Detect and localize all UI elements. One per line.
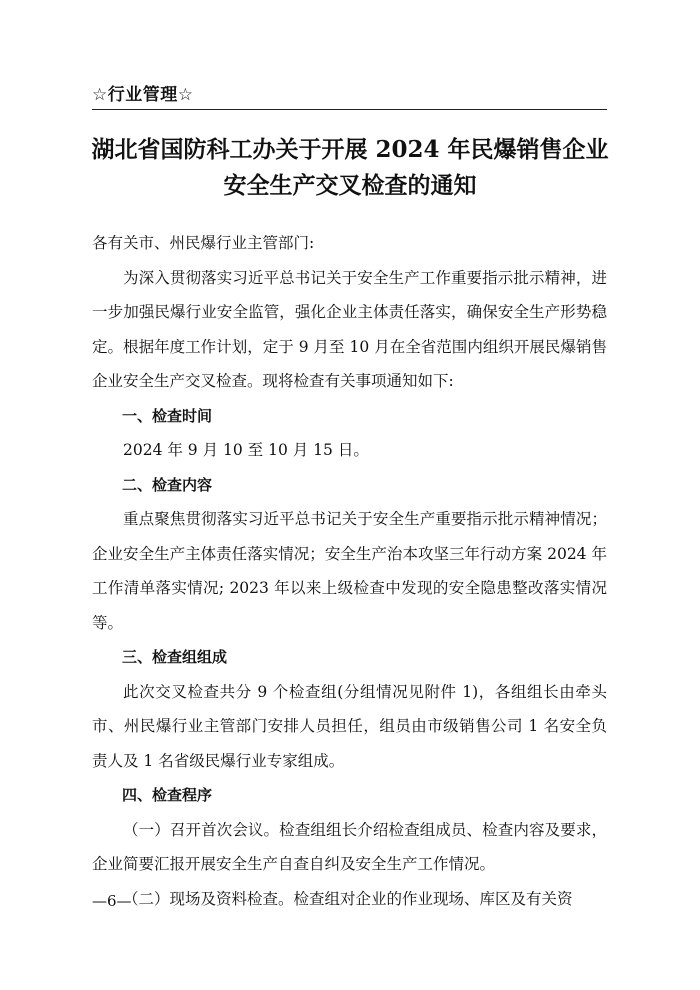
document-title-line-2: 安全生产交叉检查的通知 <box>223 172 477 199</box>
salutation: 各有关市、州民爆行业主管部门: <box>92 234 315 252</box>
section-text-content: 重点聚焦贯彻落实习近平总书记关于安全生产重要指示批示精神情况；企业安全生产主体责任落实情况；安全生产治本攻坚三年行动方案 2024 年工作清单落实情况; 2023 年以来上级检查中发现的安全隐患整改落实情况等。 <box>92 510 607 632</box>
procedure-item-1: （一）召开首次会议。检查组组长介绍检查组成员、检查内容及要求，企业简要汇报开展安全生产自查自纠及安全生产工作情况。 <box>92 820 607 873</box>
section-text-team: 此次交叉检查共分 9 个检查组(分组情况见附件 1)，各组组长由牵头市、州民爆行业主管部门安排人员担任，组员由市级销售公司 1 名安全负责人及 1 名省级民爆行业专家组成。 <box>92 682 607 770</box>
procedure-item-2: （二）现场及资料检查。检查组对企业的作业现场、库区及有关资 <box>123 889 573 908</box>
section-heading-procedure: 四、检查程序 <box>122 786 213 804</box>
document-title-line-1: 湖北省国防科工办关于开展 2024 年民爆销售企业 <box>91 136 609 163</box>
section-tag: ☆行业管理☆ <box>92 85 194 105</box>
intro-paragraph: 为深入贯彻落实习近平总书记关于安全生产工作重要指示批示精神，进一步加强民爆行业安全监管，强化企业主体责任落实，确保安全生产形势稳定。根据年度工作计划，定于 9 月至 10 月在全省范围内组织开展民爆销售企业安全生产交叉检查。现将检查有关事项通知如下: <box>92 268 607 390</box>
section-heading-team: 三、检查组组成 <box>122 648 228 666</box>
section-heading-time: 一、检查时间 <box>122 406 213 425</box>
section-heading-content: 二、检查内容 <box>122 475 213 494</box>
header-rule <box>92 109 607 110</box>
page-number: —6— <box>92 892 132 910</box>
document-body <box>92 226 607 916</box>
section-text-time: 2024 年 9 月 10 至 10 月 15 日。 <box>123 441 369 459</box>
